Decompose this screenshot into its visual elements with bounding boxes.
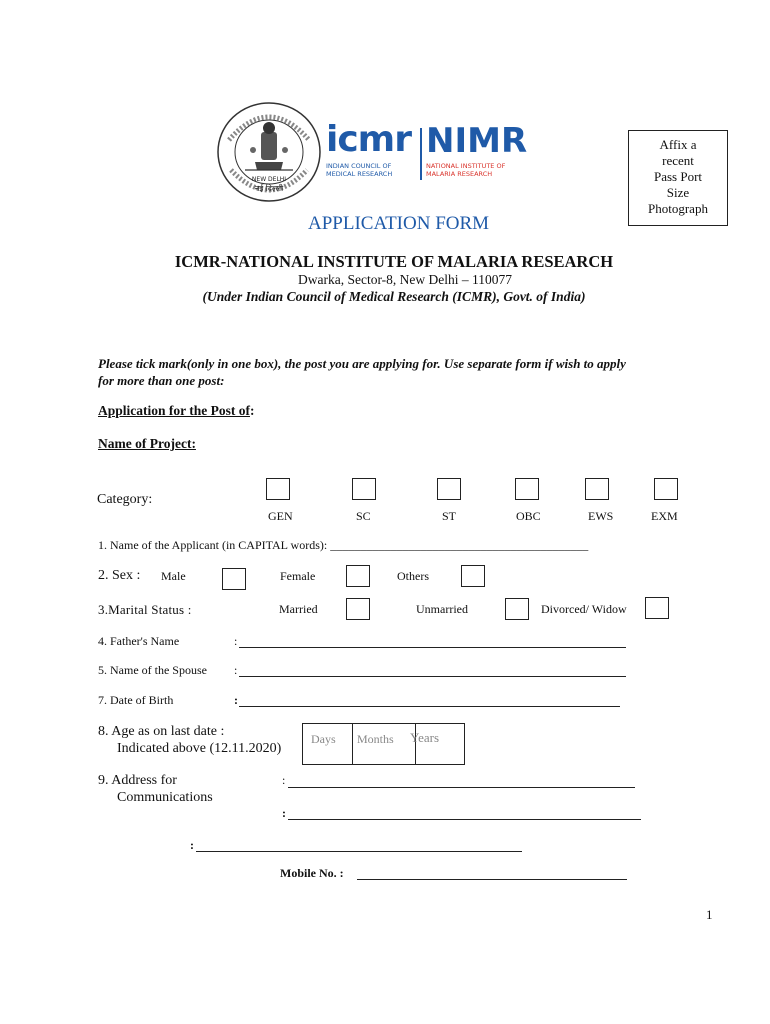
address-label-line1: 9. Address for [98,773,177,788]
marital-married-label: Married [279,602,318,616]
mobile-label: Mobile No. : [280,866,344,880]
sex-label: 2. Sex : [98,568,141,583]
sex-others-label: Others [397,569,429,583]
photo-line4: Size [666,185,690,200]
sex-others-checkbox[interactable] [461,565,485,587]
category-label: Category: [97,492,153,507]
photo-line5: Photograph [648,201,708,216]
post-label [98,403,255,419]
post-label-text: Application for the Post of [98,403,250,418]
mobile-input[interactable] [357,879,627,880]
nimr-logo-text: NIMR [426,121,528,161]
dob-input[interactable] [239,706,620,707]
post-label-colon: : [250,403,255,418]
institute-name: ICMR-NATIONAL INSTITUTE OF MALARIA RESEARCH [174,252,614,271]
address-input-line3[interactable] [196,851,522,852]
nimr-logo-sub2: MALARIA RESEARCH [426,170,493,178]
category-exm-label: EXM [651,509,678,523]
emblem-caption [236,176,302,194]
age-months-cell[interactable] [353,724,416,764]
category-checkbox-ews[interactable] [585,478,609,500]
father-name-label: 4. Father's Name [98,634,180,648]
photo-line3: Pass Port [653,169,703,184]
project-label: Name of Project: [98,436,196,451]
age-days-label: Days [311,732,336,746]
sex-female-checkbox[interactable] [346,565,370,587]
institute-address: Dwarka, Sector-8, New Delhi – 110077 [297,272,513,287]
age-table [302,723,465,765]
category-checkbox-st[interactable] [437,478,461,500]
father-name-input[interactable] [239,647,626,648]
marital-married-checkbox[interactable] [346,598,370,620]
instruction-line1: Please tick mark(only in one box), the post you are applying for. Use separate form if wish to apply [98,356,626,371]
sex-female-label: Female [280,569,316,583]
marital-label: 3.Marital Status : [98,602,192,617]
dob-label: 7. Date of Birth [98,693,174,707]
marital-divorced-checkbox[interactable] [645,597,669,619]
category-sc-label: SC [356,509,371,523]
institute-affiliation: (Under Indian Council of Medical Research (ICMR), Govt. of India) [202,289,586,304]
emblem-city-en: NEW DELHI [251,176,287,183]
category-checkbox-sc[interactable] [352,478,376,500]
age-label-line2: Indicated above (12.11.2020) [117,741,282,756]
category-ews-label: EWS [588,509,614,523]
photo-line2: recent [662,153,694,168]
dob-colon: : [234,693,238,707]
address-colon-3: : [190,838,194,852]
photo-box [628,130,728,226]
icmr-logo-sub1: INDIAN COUNCIL OF [326,162,392,170]
address-colon-1: : [282,773,286,787]
instruction-line2: for more than one post: [98,373,225,388]
address-label [98,772,213,806]
age-days-cell[interactable] [303,724,353,764]
category-checkbox-exm[interactable] [654,478,678,500]
icmr-logo-sub2: MEDICAL RESEARCH [326,170,393,178]
spouse-name-label: 5. Name of the Spouse [98,663,207,677]
category-checkbox-gen[interactable] [266,478,290,500]
nimr-logo [426,122,546,178]
page-number: 1 [706,907,713,922]
address-colon-2: : [282,806,286,820]
icmr-logo-text: icmr [326,119,411,160]
age-years-cell[interactable] [410,724,464,764]
sex-male-label: Male [161,569,186,583]
icmr-logo [326,119,416,178]
father-name-colon: : [234,634,238,648]
marital-unmarried-checkbox[interactable] [505,598,529,620]
form-title: APPLICATION FORM [308,213,490,234]
address-label-line2: Communications [117,790,213,805]
address-input-line2[interactable] [288,819,641,820]
logo-divider [420,128,422,180]
instruction-text [98,355,738,389]
age-label-line1: 8. Age as on last date : [98,724,225,739]
emblem-city-hi: नई दिल्ली [254,184,284,193]
age-years-label: Years [410,730,440,745]
spouse-name-colon: : [234,663,238,677]
address-input-line1[interactable] [288,787,635,788]
spouse-name-input[interactable] [239,676,626,677]
photo-line1: Affix a [659,137,697,152]
marital-divorced-label: Divorced/ Widow [541,602,627,616]
age-label [98,723,281,757]
category-st-label: ST [442,509,457,523]
marital-unmarried-label: Unmarried [416,602,468,616]
sex-male-checkbox[interactable] [222,568,246,590]
applicant-name-field[interactable]: 1. Name of the Applicant (in CAPITAL words): ___________________________________________ [98,538,589,552]
nimr-logo-sub1: NATIONAL INSTITUTE OF [426,162,506,170]
category-gen-label: GEN [268,509,293,523]
category-obc-label: OBC [516,509,541,523]
age-months-label: Months [357,732,394,746]
category-checkbox-obc[interactable] [515,478,539,500]
